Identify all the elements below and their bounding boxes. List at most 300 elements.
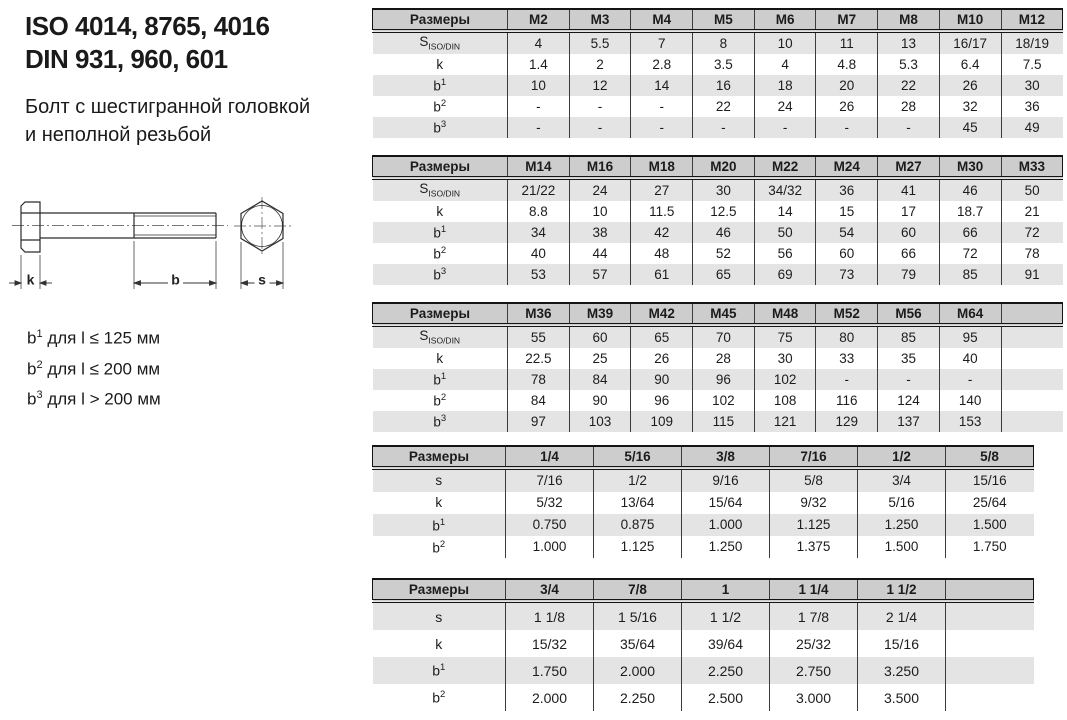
row-label-base: S — [419, 181, 429, 197]
value-cell: 116 — [816, 390, 878, 411]
table-header-row — [373, 579, 1034, 601]
row-label-sup: 2 — [440, 689, 446, 701]
value-cell: 27 — [631, 178, 693, 201]
value-cell: 1.4 — [508, 54, 570, 75]
table-row — [373, 222, 1063, 243]
value-cell: - — [878, 369, 940, 390]
size-column-header: M52 — [816, 303, 878, 325]
value-cell: 2.000 — [506, 684, 594, 711]
value-cell: 13 — [878, 31, 940, 54]
value-cell: 54 — [816, 222, 878, 243]
value-cell: 140 — [939, 390, 1001, 411]
row-label-base: b — [432, 518, 440, 533]
value-cell: 28 — [878, 96, 940, 117]
value-cell: 10 — [508, 75, 570, 96]
value-cell: 13/64 — [594, 492, 682, 514]
note-text: для l ≤ 200 мм — [42, 359, 161, 379]
size-column-header: 1 1/2 — [858, 579, 946, 601]
value-cell — [946, 601, 1034, 630]
value-cell: 2.500 — [682, 684, 770, 711]
row-label — [373, 201, 508, 222]
corner-header: Размеры — [373, 156, 508, 178]
note-symbol: b — [27, 389, 37, 409]
value-cell: 137 — [878, 411, 940, 432]
value-cell: 30 — [693, 178, 755, 201]
value-cell: 60 — [569, 325, 631, 348]
row-label-sup: 2 — [440, 98, 447, 109]
value-cell — [1001, 369, 1063, 390]
value-cell: 97 — [508, 411, 570, 432]
note-sup: 3 — [36, 389, 43, 402]
value-cell: 9/16 — [682, 468, 770, 492]
value-cell: - — [816, 369, 878, 390]
size-column-header: 1 1/4 — [770, 579, 858, 601]
value-cell — [1001, 390, 1063, 411]
size-column-header: M33 — [1001, 156, 1063, 178]
value-cell: 30 — [1001, 75, 1063, 96]
value-cell: 22.5 — [508, 348, 570, 369]
row-label-base: k — [436, 56, 444, 72]
value-cell: 25 — [569, 348, 631, 369]
row-label-base: b — [433, 99, 441, 115]
value-cell: 84 — [508, 390, 570, 411]
value-cell: 1.250 — [682, 536, 770, 558]
table-header-row — [373, 9, 1063, 31]
row-label-base: b — [433, 267, 441, 283]
value-cell: 61 — [631, 264, 693, 285]
value-cell: 1.500 — [858, 536, 946, 558]
note-text: для l ≤ 125 мм — [42, 328, 161, 348]
row-label-sup: 1 — [439, 516, 446, 528]
value-cell: 17 — [878, 201, 940, 222]
corner-header: Размеры — [373, 579, 506, 601]
size-column-header: 1 — [682, 579, 770, 601]
value-cell: 40 — [508, 243, 570, 264]
value-cell — [946, 657, 1034, 684]
note-sup: 2 — [36, 358, 43, 371]
value-cell: - — [754, 117, 816, 138]
value-cell: 60 — [816, 243, 878, 264]
value-cell: 7.5 — [1001, 54, 1063, 75]
value-cell: 14 — [631, 75, 693, 96]
row-label — [373, 178, 508, 201]
note-b1 — [27, 321, 161, 352]
size-column-header: M4 — [631, 9, 693, 31]
value-cell: 53 — [508, 264, 570, 285]
value-cell: 102 — [693, 390, 755, 411]
value-cell: - — [939, 369, 1001, 390]
value-cell: 4.8 — [816, 54, 878, 75]
value-cell: 35 — [878, 348, 940, 369]
value-cell: 16 — [693, 75, 755, 96]
value-cell: 2 — [569, 54, 631, 75]
value-cell: 55 — [508, 325, 570, 348]
value-cell: 14 — [754, 201, 816, 222]
value-cell: - — [569, 117, 631, 138]
row-label-sup: 2 — [440, 245, 447, 256]
value-cell: 33 — [816, 348, 878, 369]
table-row — [373, 684, 1034, 711]
din-standards-title: DIN 931, 960, 601 — [25, 44, 228, 74]
size-column-header: 1/4 — [506, 446, 594, 468]
value-cell: 78 — [1001, 243, 1063, 264]
description-line-2: и неполной резьбой — [25, 124, 212, 146]
row-label-base: b — [433, 393, 441, 409]
value-cell: 85 — [878, 325, 940, 348]
row-label — [373, 411, 508, 432]
value-cell: 1/2 — [594, 468, 682, 492]
corner-header: Размеры — [373, 9, 508, 31]
value-cell: 36 — [1001, 96, 1063, 117]
value-cell: 1.000 — [506, 536, 594, 558]
value-cell: 65 — [693, 264, 755, 285]
size-column-header: M20 — [693, 156, 755, 178]
row-label — [373, 243, 508, 264]
value-cell: 72 — [1001, 222, 1063, 243]
row-label-base: b — [433, 78, 441, 94]
size-column-header: M10 — [939, 9, 1001, 31]
value-cell: 26 — [816, 96, 878, 117]
value-cell: 153 — [939, 411, 1001, 432]
value-cell: 7/16 — [506, 468, 594, 492]
size-column-header: M8 — [878, 9, 940, 31]
value-cell — [1001, 348, 1063, 369]
bolt-technical-drawing — [6, 188, 306, 300]
value-cell: 34 — [508, 222, 570, 243]
note-symbol: b — [27, 359, 37, 379]
value-cell: 30 — [754, 348, 816, 369]
value-cell — [946, 630, 1034, 657]
thread-length-notes — [27, 321, 161, 413]
centerlines — [12, 197, 291, 255]
b-dimension-label: b — [171, 271, 180, 288]
value-cell: 69 — [754, 264, 816, 285]
size-column-header: M27 — [878, 156, 940, 178]
size-column-header: M16 — [569, 156, 631, 178]
value-cell: 10 — [569, 201, 631, 222]
row-label — [373, 684, 506, 711]
value-cell: 22 — [693, 96, 755, 117]
value-cell: 11 — [816, 31, 878, 54]
value-cell: 90 — [631, 369, 693, 390]
value-cell: 45 — [939, 117, 1001, 138]
corner-header: Размеры — [373, 303, 508, 325]
note-symbol: b — [27, 328, 37, 348]
row-label-sup: 2 — [440, 392, 447, 403]
size-column-header: 7/16 — [770, 446, 858, 468]
table-row — [373, 75, 1063, 96]
row-label-base: k — [435, 495, 443, 511]
value-cell: 90 — [569, 390, 631, 411]
value-cell: 79 — [878, 264, 940, 285]
value-cell: 26 — [631, 348, 693, 369]
size-column-header: 1/2 — [858, 446, 946, 468]
value-cell: 2.000 — [594, 657, 682, 684]
size-column-header: 3/4 — [506, 579, 594, 601]
row-label-base: k — [436, 350, 444, 366]
row-label — [373, 222, 508, 243]
size-column-header: M5 — [693, 9, 755, 31]
value-cell — [1001, 325, 1063, 348]
value-cell: 5/32 — [506, 492, 594, 514]
size-column-header: M24 — [816, 156, 878, 178]
title-block — [25, 10, 269, 76]
value-cell: 8 — [693, 31, 755, 54]
value-cell: 36 — [816, 178, 878, 201]
value-cell: 46 — [939, 178, 1001, 201]
table-row — [373, 348, 1063, 369]
row-label — [373, 54, 508, 75]
note-sup: 1 — [36, 328, 43, 340]
value-cell: 70 — [693, 325, 755, 348]
size-column-header: M36 — [508, 303, 570, 325]
value-cell: 22 — [878, 75, 940, 96]
row-label-base: s — [435, 608, 443, 625]
value-cell: 57 — [569, 264, 631, 285]
value-cell: 5.5 — [569, 31, 631, 54]
table-row — [373, 601, 1034, 630]
size-column-header: 3/8 — [682, 446, 770, 468]
value-cell: 91 — [1001, 264, 1063, 285]
value-cell: 12.5 — [693, 201, 755, 222]
value-cell: 24 — [754, 96, 816, 117]
row-label — [373, 657, 506, 684]
row-label-base: S — [419, 328, 429, 344]
size-column-header: M42 — [631, 303, 693, 325]
value-cell: 49 — [1001, 117, 1063, 138]
value-cell: 1.125 — [594, 536, 682, 558]
note-b2 — [27, 352, 161, 383]
size-column-header: M6 — [754, 9, 816, 31]
dimension-table-1 — [372, 8, 1063, 138]
value-cell: 42 — [631, 222, 693, 243]
value-cell: 1 1/8 — [506, 601, 594, 630]
row-label-base: S — [419, 34, 429, 50]
value-cell: 2.250 — [594, 684, 682, 711]
row-label-base: k — [436, 203, 444, 219]
value-cell: 41 — [878, 178, 940, 201]
size-column-header — [1001, 303, 1063, 325]
value-cell: 3.500 — [858, 684, 946, 711]
row-label-sup: 2 — [439, 538, 446, 550]
value-cell: 5/16 — [858, 492, 946, 514]
value-cell: - — [816, 117, 878, 138]
value-cell: 15/32 — [506, 630, 594, 657]
row-label-sub: ISO/DIN — [428, 42, 461, 53]
value-cell: 2 1/4 — [858, 601, 946, 630]
row-label — [373, 117, 508, 138]
table-row — [373, 178, 1063, 201]
row-label-base: b — [432, 540, 440, 555]
value-cell: 2.750 — [770, 657, 858, 684]
value-cell: - — [693, 117, 755, 138]
row-label-base: b — [432, 689, 440, 706]
row-label-base: b — [433, 225, 441, 241]
row-label-sup: 1 — [440, 77, 447, 88]
row-label-sup: 1 — [440, 371, 447, 382]
value-cell: 72 — [939, 243, 1001, 264]
value-cell: 56 — [754, 243, 816, 264]
value-cell: 9/32 — [770, 492, 858, 514]
value-cell: 15/16 — [858, 630, 946, 657]
dimension-lines — [9, 281, 283, 285]
row-label — [373, 96, 508, 117]
size-column-header: 5/16 — [594, 446, 682, 468]
size-column-header: M2 — [508, 9, 570, 31]
row-label — [373, 369, 508, 390]
value-cell: 115 — [693, 411, 755, 432]
table-header-row — [373, 156, 1063, 178]
corner-header: Размеры — [373, 446, 506, 468]
value-cell: 103 — [569, 411, 631, 432]
value-cell: 108 — [754, 390, 816, 411]
value-cell: 129 — [816, 411, 878, 432]
value-cell: 10 — [754, 31, 816, 54]
value-cell: 65 — [631, 325, 693, 348]
value-cell: 1 1/2 — [682, 601, 770, 630]
row-label — [373, 348, 508, 369]
size-column-header: M64 — [939, 303, 1001, 325]
size-column-header — [946, 579, 1034, 601]
value-cell: 75 — [754, 325, 816, 348]
value-cell: 18/19 — [1001, 31, 1063, 54]
row-label-sup: 3 — [440, 119, 447, 130]
k-dimension-label: k — [26, 271, 35, 288]
value-cell: 1.125 — [770, 514, 858, 536]
value-cell: 32 — [939, 96, 1001, 117]
value-cell: 44 — [569, 243, 631, 264]
table-row — [373, 536, 1034, 558]
value-cell: 4 — [508, 31, 570, 54]
row-label — [373, 31, 508, 54]
value-cell: - — [878, 117, 940, 138]
value-cell: 39/64 — [682, 630, 770, 657]
value-cell: - — [508, 117, 570, 138]
size-column-header: M3 — [569, 9, 631, 31]
value-cell: - — [631, 96, 693, 117]
row-label — [373, 325, 508, 348]
row-label-base: k — [435, 635, 443, 652]
table-row — [373, 369, 1063, 390]
value-cell: 34/32 — [754, 178, 816, 201]
row-label-sup: 1 — [440, 662, 446, 674]
table-row — [373, 630, 1034, 657]
value-cell: 0.875 — [594, 514, 682, 536]
row-label-base: b — [433, 414, 441, 430]
size-column-header: 7/8 — [594, 579, 682, 601]
value-cell: 1.750 — [506, 657, 594, 684]
table-row — [373, 657, 1034, 684]
table-row — [373, 264, 1063, 285]
value-cell: 2.8 — [631, 54, 693, 75]
value-cell: 3.5 — [693, 54, 755, 75]
description-line-1: Болт с шестигранной головкой — [25, 96, 311, 118]
value-cell: 5.3 — [878, 54, 940, 75]
value-cell: - — [569, 96, 631, 117]
table-row — [373, 390, 1063, 411]
size-column-header: M7 — [816, 9, 878, 31]
table-row — [373, 117, 1063, 138]
row-label-sub: ISO/DIN — [428, 189, 461, 200]
value-cell: 25/64 — [946, 492, 1034, 514]
row-label-base: b — [432, 662, 440, 679]
row-label — [373, 264, 508, 285]
row-label — [373, 75, 508, 96]
table-row — [373, 492, 1034, 514]
table-row — [373, 54, 1063, 75]
row-label — [373, 536, 506, 558]
value-cell: 52 — [693, 243, 755, 264]
row-label-base: s — [435, 473, 443, 489]
value-cell: 38 — [569, 222, 631, 243]
value-cell: 66 — [939, 222, 1001, 243]
note-text: для l > 200 мм — [42, 389, 161, 409]
row-label-base: b — [433, 246, 441, 262]
value-cell: 3.250 — [858, 657, 946, 684]
value-cell: 1.750 — [946, 536, 1034, 558]
value-cell: 20 — [816, 75, 878, 96]
bolt-head-side-view — [21, 202, 40, 252]
row-label-base: b — [433, 120, 441, 136]
value-cell — [1001, 411, 1063, 432]
value-cell: 3/4 — [858, 468, 946, 492]
table-row — [373, 514, 1034, 536]
value-cell: 1.500 — [946, 514, 1034, 536]
value-cell: 24 — [569, 178, 631, 201]
row-label — [373, 630, 506, 657]
value-cell: 1 7/8 — [770, 601, 858, 630]
table-row — [373, 31, 1063, 54]
dimension-table-5 — [372, 578, 1034, 711]
size-column-header: M22 — [754, 156, 816, 178]
value-cell: 96 — [631, 390, 693, 411]
value-cell: 0.750 — [506, 514, 594, 536]
value-cell: 18 — [754, 75, 816, 96]
value-cell: 73 — [816, 264, 878, 285]
value-cell: 8.8 — [508, 201, 570, 222]
row-label-sub: ISO/DIN — [428, 336, 461, 347]
table-row — [373, 468, 1034, 492]
table-header-row — [373, 446, 1034, 468]
value-cell: 11.5 — [631, 201, 693, 222]
value-cell: 50 — [1001, 178, 1063, 201]
row-label — [373, 492, 506, 514]
value-cell: 5/8 — [770, 468, 858, 492]
value-cell: 15 — [816, 201, 878, 222]
value-cell: 48 — [631, 243, 693, 264]
value-cell: 16/17 — [939, 31, 1001, 54]
size-column-header: M45 — [693, 303, 755, 325]
value-cell: 40 — [939, 348, 1001, 369]
value-cell: - — [508, 96, 570, 117]
value-cell: 35/64 — [594, 630, 682, 657]
value-cell: 84 — [569, 369, 631, 390]
value-cell: 96 — [693, 369, 755, 390]
product-description — [25, 93, 310, 149]
note-b3 — [27, 382, 161, 413]
size-column-header: M18 — [631, 156, 693, 178]
value-cell: 80 — [816, 325, 878, 348]
row-label — [373, 514, 506, 536]
value-cell: 50 — [754, 222, 816, 243]
value-cell: 1.000 — [682, 514, 770, 536]
table-row — [373, 201, 1063, 222]
value-cell: 4 — [754, 54, 816, 75]
value-cell: 66 — [878, 243, 940, 264]
size-column-header: 5/8 — [946, 446, 1034, 468]
size-column-header: M39 — [569, 303, 631, 325]
value-cell: 3.000 — [770, 684, 858, 711]
